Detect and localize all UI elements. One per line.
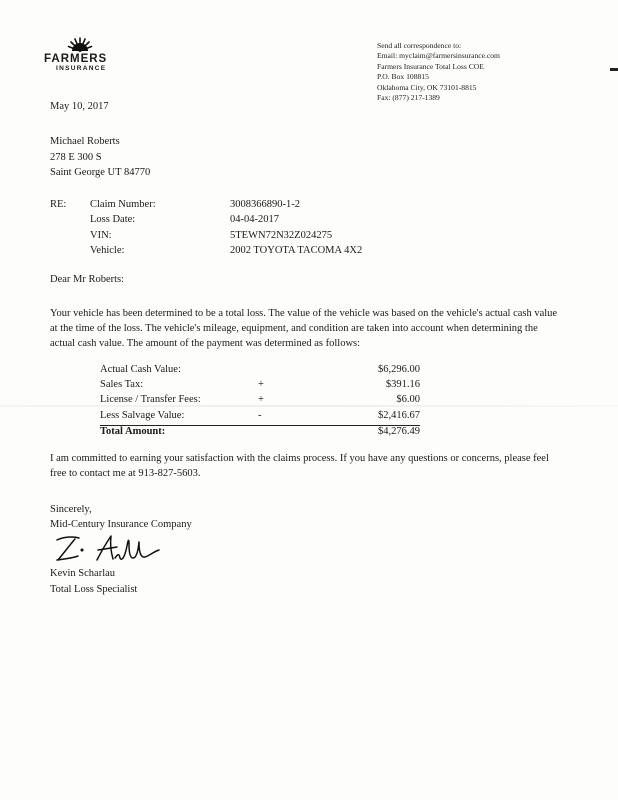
payment-label: Sales Tax: (100, 379, 144, 391)
payment-amount: $2,416.67 (378, 409, 420, 421)
payment-total-label: Total Amount: (100, 425, 166, 437)
salutation: Dear Mr Roberts: (50, 274, 125, 285)
closing-sincerely: Sincerely, (50, 504, 92, 515)
payment-label: Actual Cash Value: (100, 364, 181, 375)
payment-row (100, 364, 420, 379)
payment-total-row (100, 426, 420, 441)
closing (50, 502, 192, 532)
payment-sign: + (258, 394, 264, 406)
correspondence-line: Send all correspondence to: (377, 41, 462, 50)
letter-date: May 10, 2017 (50, 101, 109, 112)
payment-amount: $6.00 (396, 394, 420, 406)
correspondence-line: Oklahoma City, OK 73101-8815 (377, 82, 477, 92)
correspondence-line: Farmers Insurance Total Loss COE (377, 61, 484, 71)
payment-sign: + (258, 379, 264, 391)
re-row-label: Loss Date: (90, 214, 136, 226)
payment-label: Less Salvage Value: (100, 409, 185, 421)
sunburst-icon (67, 36, 93, 52)
body-paragraph-1: Your vehicle has been determined to be a total loss. The value of the vehicle was based on the vehicle's actual cash value at the time of the loss. The vehicle's mileage, equipment, and condition are taken into account when determining the actual cash value. The amount of the payment was determined as follows: (50, 308, 558, 350)
vin: 5TEWN72N32Z024275 (230, 229, 333, 241)
payment-row (100, 394, 420, 409)
recipient-street: 278 E 300 S (50, 151, 102, 163)
signer-block (50, 566, 137, 597)
signer-title: Total Loss Specialist (50, 583, 138, 595)
payment-total-amount: $4,276.49 (378, 425, 420, 437)
farmers-logo (44, 36, 116, 73)
claim-number: 3008366890-1-2 (230, 199, 300, 210)
payment-table (100, 364, 420, 441)
vehicle: 2002 TOYOTA TACOMA 4X2 (230, 245, 363, 257)
logo-name: FARMERS (44, 53, 108, 65)
re-label: RE: (50, 199, 67, 210)
signer-name: Kevin Scharlau (50, 568, 116, 579)
scan-mark (610, 68, 618, 71)
payment-row (100, 379, 420, 394)
loss-date: 04-04-2017 (230, 214, 279, 226)
recipient-name: Michael Roberts (50, 136, 120, 147)
recipient-address (50, 134, 150, 181)
correspondence-fax: Fax: (877) 217-1389 (377, 93, 440, 103)
correspondence-block (377, 41, 500, 103)
correspondence-line: P.O. Box 108815 (377, 72, 429, 82)
recipient-city: Saint George UT 84770 (50, 167, 151, 178)
payment-amount: $6,296.00 (378, 364, 420, 375)
body-paragraph-2: I am committed to earning your satisfaction with the claims process. If you have any questions or concerns, please feel free to contact me at 913-827-5603. (50, 453, 549, 480)
correspondence-email: Email: myclaim@farmersinsurance.com (377, 51, 500, 61)
payment-row (100, 410, 420, 426)
logo-sub: INSURANCE (56, 65, 107, 72)
re-row-label: Claim Number: (90, 199, 156, 210)
payment-label: License / Transfer Fees: (100, 394, 201, 406)
payment-sign: - (258, 409, 262, 421)
re-row-label: Vehicle: (90, 245, 125, 257)
re-row-label: VIN: (90, 229, 112, 241)
closing-company: Mid-Century Insurance Company (50, 519, 192, 531)
payment-amount: $391.16 (385, 379, 420, 391)
